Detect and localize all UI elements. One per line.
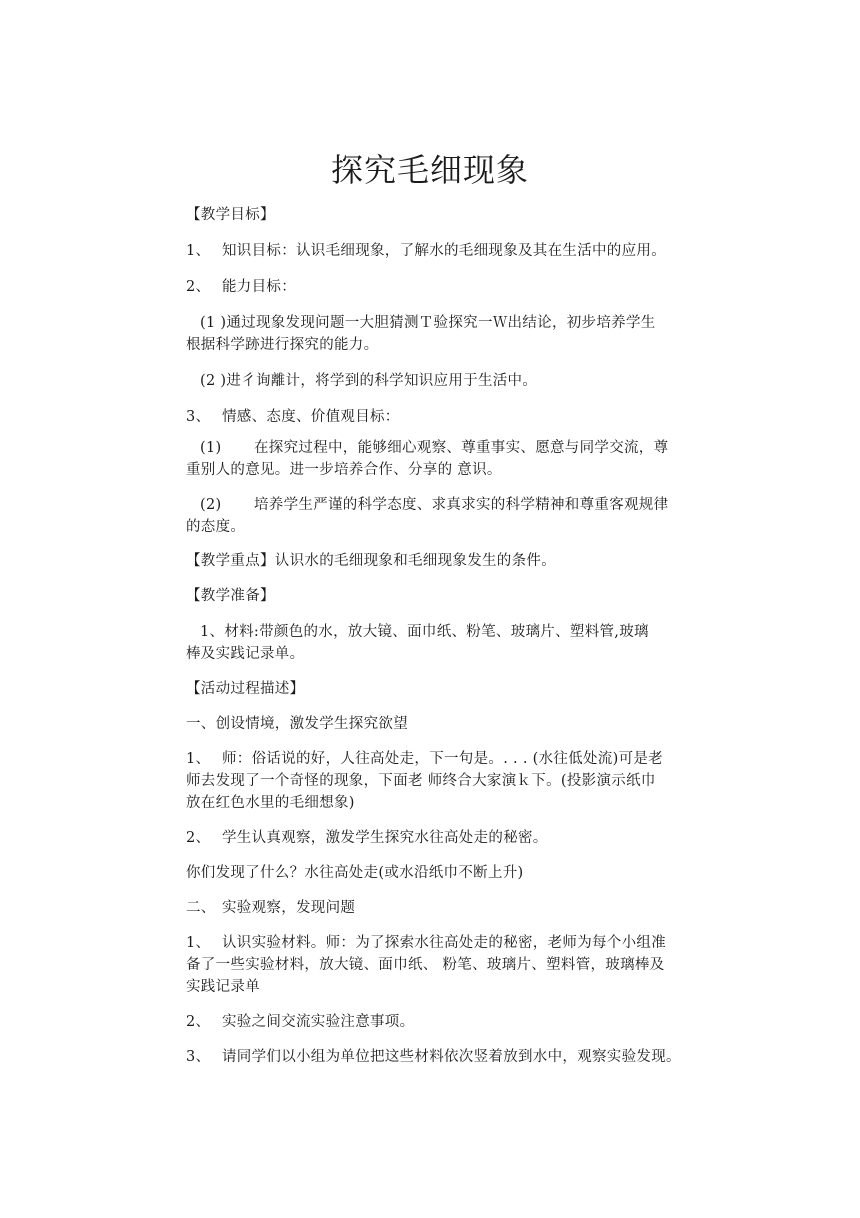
part-one-step-1-line-3: 放在红色水里的毛细想象) [186,795,355,811]
item-number: 1、 [186,935,211,951]
item-number: 3、 [186,409,211,425]
item-number: 3、 [186,1049,211,1065]
part-two-step-1-line-1 [186,932,686,954]
objective-item-emotion [186,406,686,428]
item-text: 认识实验材料。师：为了探索水往高处走的秘密，老师为每个小组准 [222,935,666,951]
item-text: 实验观察，发现问题 [222,900,356,916]
preparation-line-1: 1、材料:带颜色的水，放大镜、面巾纸、粉笔、玻璃片、塑料管,玻璃 [200,624,649,640]
part-two-title [186,897,686,919]
heading-teaching-objectives: 【教学目标】 [186,207,275,223]
point-text: 在探究过程中，能够细心观察、尊重事实、愿意与同学交流，尊 [254,440,669,456]
part-two-step-3 [186,1046,686,1068]
document-title: 探究毛细现象 [330,151,529,189]
emotion-point-1-line-1 [200,437,700,459]
item-text: 知识目标：认识毛细现象，了解水的毛细现象及其在生活中的应用。 [222,243,666,259]
item-text: 情感、态度、价值观目标： [222,409,400,425]
ability-point-2: (2 )进彳询離计，将学到的科学知识应用于生活中。 [200,373,538,389]
item-number: 2、 [186,830,211,846]
part-one-step-1-line-1 [186,748,686,770]
objective-item-ability [186,276,686,298]
item-text: 学生认真观察，激发学生探究水往高处走的秘密。 [222,830,548,846]
item-number: 1、 [186,243,211,259]
item-text: 请同学们以小组为单位把这些材料依次竖着放到水中，观察实验发现。 [222,1049,681,1065]
ability-point-1-line-1: (1 )通过现象发现问题一大胆猜测Ｔ验探究一Ｗ出结论，初步培养学生 [200,315,656,331]
part-two-step-1-line-2: 备了一些实验材料，放大镜、面巾纸、 粉笔、玻璃片、塑料管，玻璃棒及 [186,957,665,973]
part-two-step-2 [186,1011,686,1033]
objective-item-knowledge [186,240,686,262]
heading-teaching-preparation: 【教学准备】 [186,588,275,604]
item-number: 2、 [186,279,211,295]
item-number: 2、 [186,1014,211,1030]
key-points: 【教学重点】认识水的毛细现象和毛细现象发生的条件。 [186,553,556,569]
part-one-step-2 [186,827,686,849]
part-one-step-1-line-2: 师去发现了一个奇怪的现象，下面老 师终合大家演ｋ下。(投影演示纸巾 [186,773,656,789]
point-number: (2) [200,497,222,513]
item-text: 能力目标： [222,279,296,295]
ability-point-1-line-2: 根据科学跡进行探究的能力。 [186,337,379,353]
part-two-step-1-line-3: 实践记录单 [186,979,260,995]
preparation-line-2: 棒及实践记录单。 [186,646,305,662]
heading-activity-process: 【活动过程描述】 [186,681,305,697]
part-one-title: 一、创设情境，激发学生探究欲望 [186,716,408,732]
item-text: 实验之间交流实验注意事项。 [222,1014,415,1030]
point-text: 培养学生严谨的科学态度、求真求实的科学精神和尊重客观规律 [254,497,669,513]
emotion-point-2-line-2: 的态度。 [186,519,246,535]
item-number: 1、 [186,751,211,767]
item-number: 二、 [186,900,216,916]
point-number: (1) [200,440,222,456]
item-text: 师：俗话说的好，人往高处走，下一句是。. . . (水往低处流)可是老 [222,751,663,767]
emotion-point-1-line-2: 重别人的意见。进一步培养合作、分享的 意识。 [186,462,502,478]
emotion-point-2-line-1 [200,494,700,516]
part-one-question: 你们发现了什么？水往高处走(或水沿纸巾不断上升) [186,865,524,881]
